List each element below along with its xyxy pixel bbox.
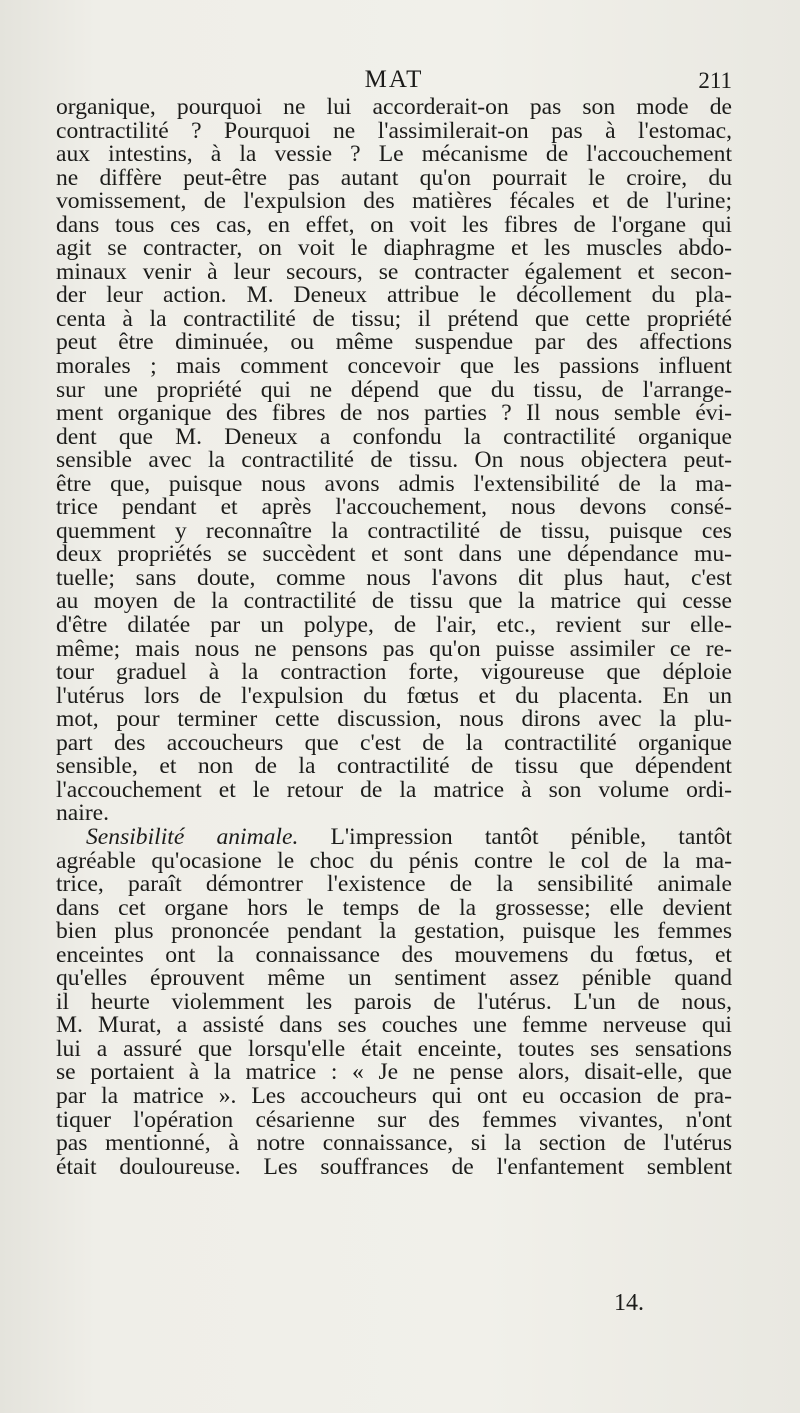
text-line: l'accouchement et le retour de la matrice à son volume ordi- (56, 778, 732, 803)
text-line: bien plus prononcée pendant la gestation, puisque les femmes (56, 920, 732, 944)
text-line: au moyen de la contractilité de tissu que la matrice qui cesse (56, 590, 732, 615)
text-line: être que, puisque nous avons admis l'extensibilité de la ma- (56, 472, 732, 497)
text-line: tour graduel à la contraction forte, vigoureuse que déploie (56, 661, 732, 685)
text-line: trice pendant et après l'accouchement, nous devons consé- (56, 496, 732, 520)
text-line: ment organique des fibres de nos parties ? Il nous semble évi- (56, 402, 732, 426)
text-line: quemment y reconnaître la contractilité de tissu, puisque ces (56, 519, 732, 544)
text-line: agréable qu'ocasione le choc du pénis contre le col de la ma- (56, 849, 732, 874)
text-line: se portaient à la matrice : « Je ne pense alors, disait-elle, que (56, 1061, 732, 1085)
running-head: MAT (364, 66, 424, 93)
text-line: tuelle; sans doute, comme nous l'avons dit plus haut, c'est (56, 566, 732, 591)
text-line: sur une propriété qui ne dépend que du tissu, de l'arrange- (56, 378, 732, 403)
text-line: dans cet organe hors le temps de la grossesse; elle devient (56, 896, 732, 921)
text-line: organique, pourquoi ne lui accorderait-on pas son mode de (56, 96, 732, 120)
text-line: tiquer l'opération césarienne sur des femmes vivantes, n'ont (56, 1108, 732, 1133)
body-text (56, 96, 732, 1179)
text-line: enceintes ont la connaissance des mouvemens du fœtus, et (56, 943, 732, 968)
text-line: qu'elles éprouvent même un sentiment assez pénible quand (56, 967, 732, 991)
text-line: pas mentionné, à notre connaissance, si la section de l'utérus (56, 1132, 732, 1156)
text-line: d'être dilatée par un polype, de l'air, etc., revient sur elle- (56, 614, 732, 638)
text-line: l'utérus lors de l'expulsion du fœtus et du placenta. En un (56, 684, 732, 709)
signature-mark: 14. (614, 1290, 644, 1316)
text-line: M. Murat, a assisté dans ses couches une femme nerveuse qui (56, 1014, 732, 1038)
page-number: 211 (698, 68, 732, 93)
text-line: trice, paraît démontrer l'existence de la sensibilité animale (56, 873, 732, 897)
text-line: part des accoucheurs que c'est de la contractilité organique (56, 731, 732, 756)
paragraph-1 (56, 96, 732, 826)
text-line: centa à la contractilité de tissu; il prétend que cette propriété (56, 307, 732, 332)
heading-continuation: L'impression tantôt pénible, tantôt (298, 825, 732, 850)
text-line: peut être diminuée, ou même suspendue par des affections (56, 331, 732, 356)
text-line: lui a assuré que lorsqu'elle était enceinte, toutes ses sensations (56, 1037, 732, 1062)
text-line: deux propriétés se succèdent et sont dans une dépendance mu- (56, 543, 732, 567)
text-line: sensible avec la contractilité de tissu. On nous objectera peut- (56, 449, 732, 473)
text-line: minaux venir à leur secours, se contracter également et secon- (56, 260, 732, 285)
page-header (56, 66, 732, 98)
text-line: naire. (56, 802, 110, 826)
text-line: contractilité ? Pourquoi ne l'assimilerait-on pas à l'estomac, (56, 119, 732, 144)
text-line: morales ; mais comment concevoir que les passions influent (56, 355, 732, 379)
text-line: sensible, et non de la contractilité de tissu que dépendent (56, 755, 732, 779)
text-line: dans tous ces cas, en effet, on voit les fibres de l'organe qui (56, 213, 732, 238)
text-line: der leur action. M. Deneux attribue le décollement du pla- (56, 284, 732, 308)
text-line: agit se contracter, on voit le diaphragme et les muscles abdo- (56, 237, 732, 261)
text-line (56, 826, 732, 850)
text-line: il heurte violemment les parois de l'utérus. L'un de nous, (56, 990, 732, 1015)
text-line: dent que M. Deneux a confondu la contractilité organique (56, 425, 732, 450)
text-line: vomissement, de l'expulsion des matières fécales et de l'urine; (56, 190, 732, 214)
text-line: même; mais nous ne pensons pas qu'on puisse assimiler ce re- (56, 637, 732, 662)
paragraph-2-lines (56, 850, 732, 1180)
text-line: aux intestins, à la vessie ? Le mécanisme de l'accouchement (56, 143, 732, 167)
text-line: mot, pour terminer cette discussion, nous dirons avec la plu- (56, 708, 732, 732)
text-line: était douloureuse. Les souffrances de l'enfantement semblent (56, 1155, 732, 1180)
text-line: ne diffère peut-être pas autant qu'on pourrait le croire, du (56, 166, 732, 191)
text-line: par la matrice ». Les accoucheurs qui ont eu occasion de pra- (56, 1084, 732, 1109)
section-heading: Sensibilité animale. (86, 825, 299, 850)
paragraph-2 (56, 826, 732, 1179)
